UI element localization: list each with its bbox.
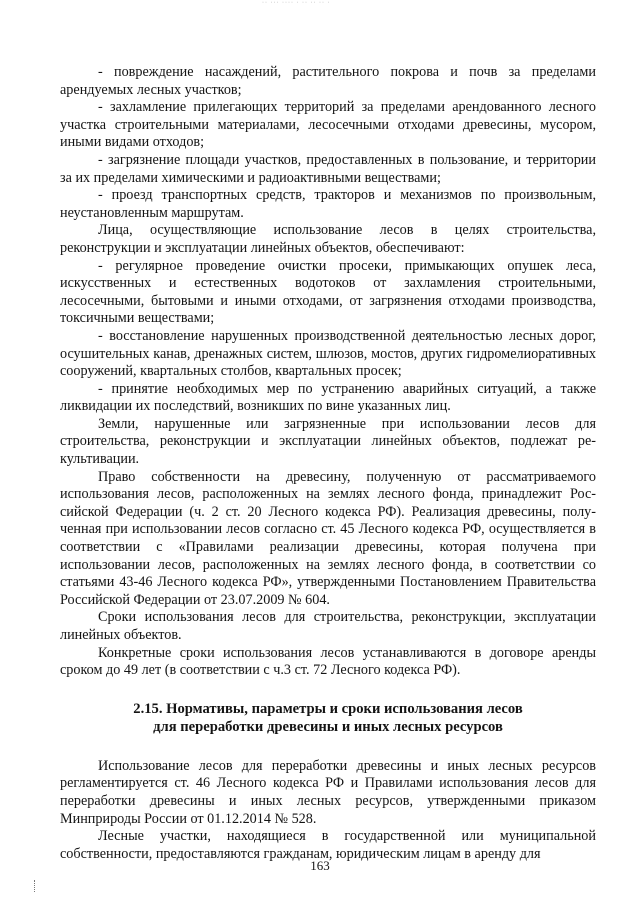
- section-heading-line-1: 2.15. Нормативы, параметры и сроки использования лесов: [133, 700, 523, 717]
- paragraph-lease-terms: Конкретные сроки использования лесов устанавливаются в договоре аренды сроком до 49 лет (в соответствии с ч.3 ст. 72 Лесного кодекса РФ).: [60, 644, 596, 679]
- page-number: 163: [310, 858, 330, 873]
- paragraph-wood-ownership: Право собственности на древесину, полученную от рассматриваемого использования лесов, расположенных на землях лесного фонда, принадлежит Российской Федерации (ч. 2 ст. 20 Лесного кодекса РФ). Реализация древесины, полученная при использовании лесов согласно ст. 45 Лесного кодекса РФ, осуществляется в соответствии с «Правилами реализации древесины, которая получена при использовании лесов, расположенных на землях лесного фонда, в соответствии со статьями 43-46 Лесного кодекса РФ», утвержденными Постановлением Правительства Российской Федерации от 23.07.2009 № 604.: [60, 468, 596, 608]
- paragraph-clearing: - регулярное проведение очистки просеки, примыкающих опушек леса, искусственных и естественных водотоков от захламления строительными, лесосечными, бытовыми и иными отходами, от загрязнения отходами производства, токсичными веществами;: [60, 257, 596, 327]
- paragraph-persons-ensure: Лица, осуществляющие использование лесов в целях строительства, реконструкции и эксплуатации линейных объектов, обеспечивают:: [60, 222, 596, 256]
- paragraph-pollution: - загрязнение площади участков, предоставленных в пользование, и территории за их пределами химическими и радиоактивными веществами;: [60, 151, 596, 186]
- paragraph-emergency: - принятие необходимых мер по устранению аварийных ситуаций, а также ликвидации их последствий, возникших по вине указанных лиц.: [60, 380, 596, 415]
- paragraph-littering: - захламление прилегающих территорий за пределами арендованного лесного участка строительными материалами, лесосечными отходами древесины, мусором, иными видами отходов;: [60, 99, 596, 151]
- paragraph-processing-regulation: Использование лесов для переработки древесины и иных лесных ресурсов регламентируется ст. 46 Лесного кодекса РФ и Правилами использования лесов для переработки древесины и иных лесных ресурсов, утвержденными приказом Минприроды России от 01.12.2014 № 528.: [60, 757, 596, 827]
- paragraph-terms-title: Сроки использования лесов для строительства, реконструкции, эксплуатации линейных объектов.: [60, 609, 596, 643]
- paragraph-vehicle-passage: - проезд транспортных средств, тракторов и механизмов по произвольным, неустановленным маршрутам.: [60, 187, 596, 221]
- scan-edge-mark: [34, 880, 37, 892]
- scan-header-mark: ·· ··· ···· · ·· ·· ·· ·: [262, 0, 331, 6]
- section-heading-line-2: для переработки древесины и иных лесных ресурсов: [153, 718, 503, 735]
- paragraph-restoration: - восстановление нарушенных производственной деятельностью лесных дорог, осушительных канав, дренажных систем, шлюзов, мостов, других гидромелиоративных сооружений, квартальных столбов, квартальных просек;: [60, 327, 596, 380]
- paragraph-forest-plots: Лесные участки, находящиеся в государственной или муниципальной собственности, предоставляются гражданам, юридическим лицам в аренду для: [60, 828, 596, 862]
- paragraph-damage-plantings: - повреждение насаждений, растительного покрова и почв за пределами арендуемых лесных участков;: [60, 64, 596, 98]
- section-heading: [60, 700, 596, 736]
- document-body: [60, 64, 596, 863]
- paragraph-recultivation: Земли, нарушенные или загрязненные при использовании лесов для строительства, реконструкции и эксплуатации линейных объектов, подлежат рекультивации.: [60, 415, 596, 468]
